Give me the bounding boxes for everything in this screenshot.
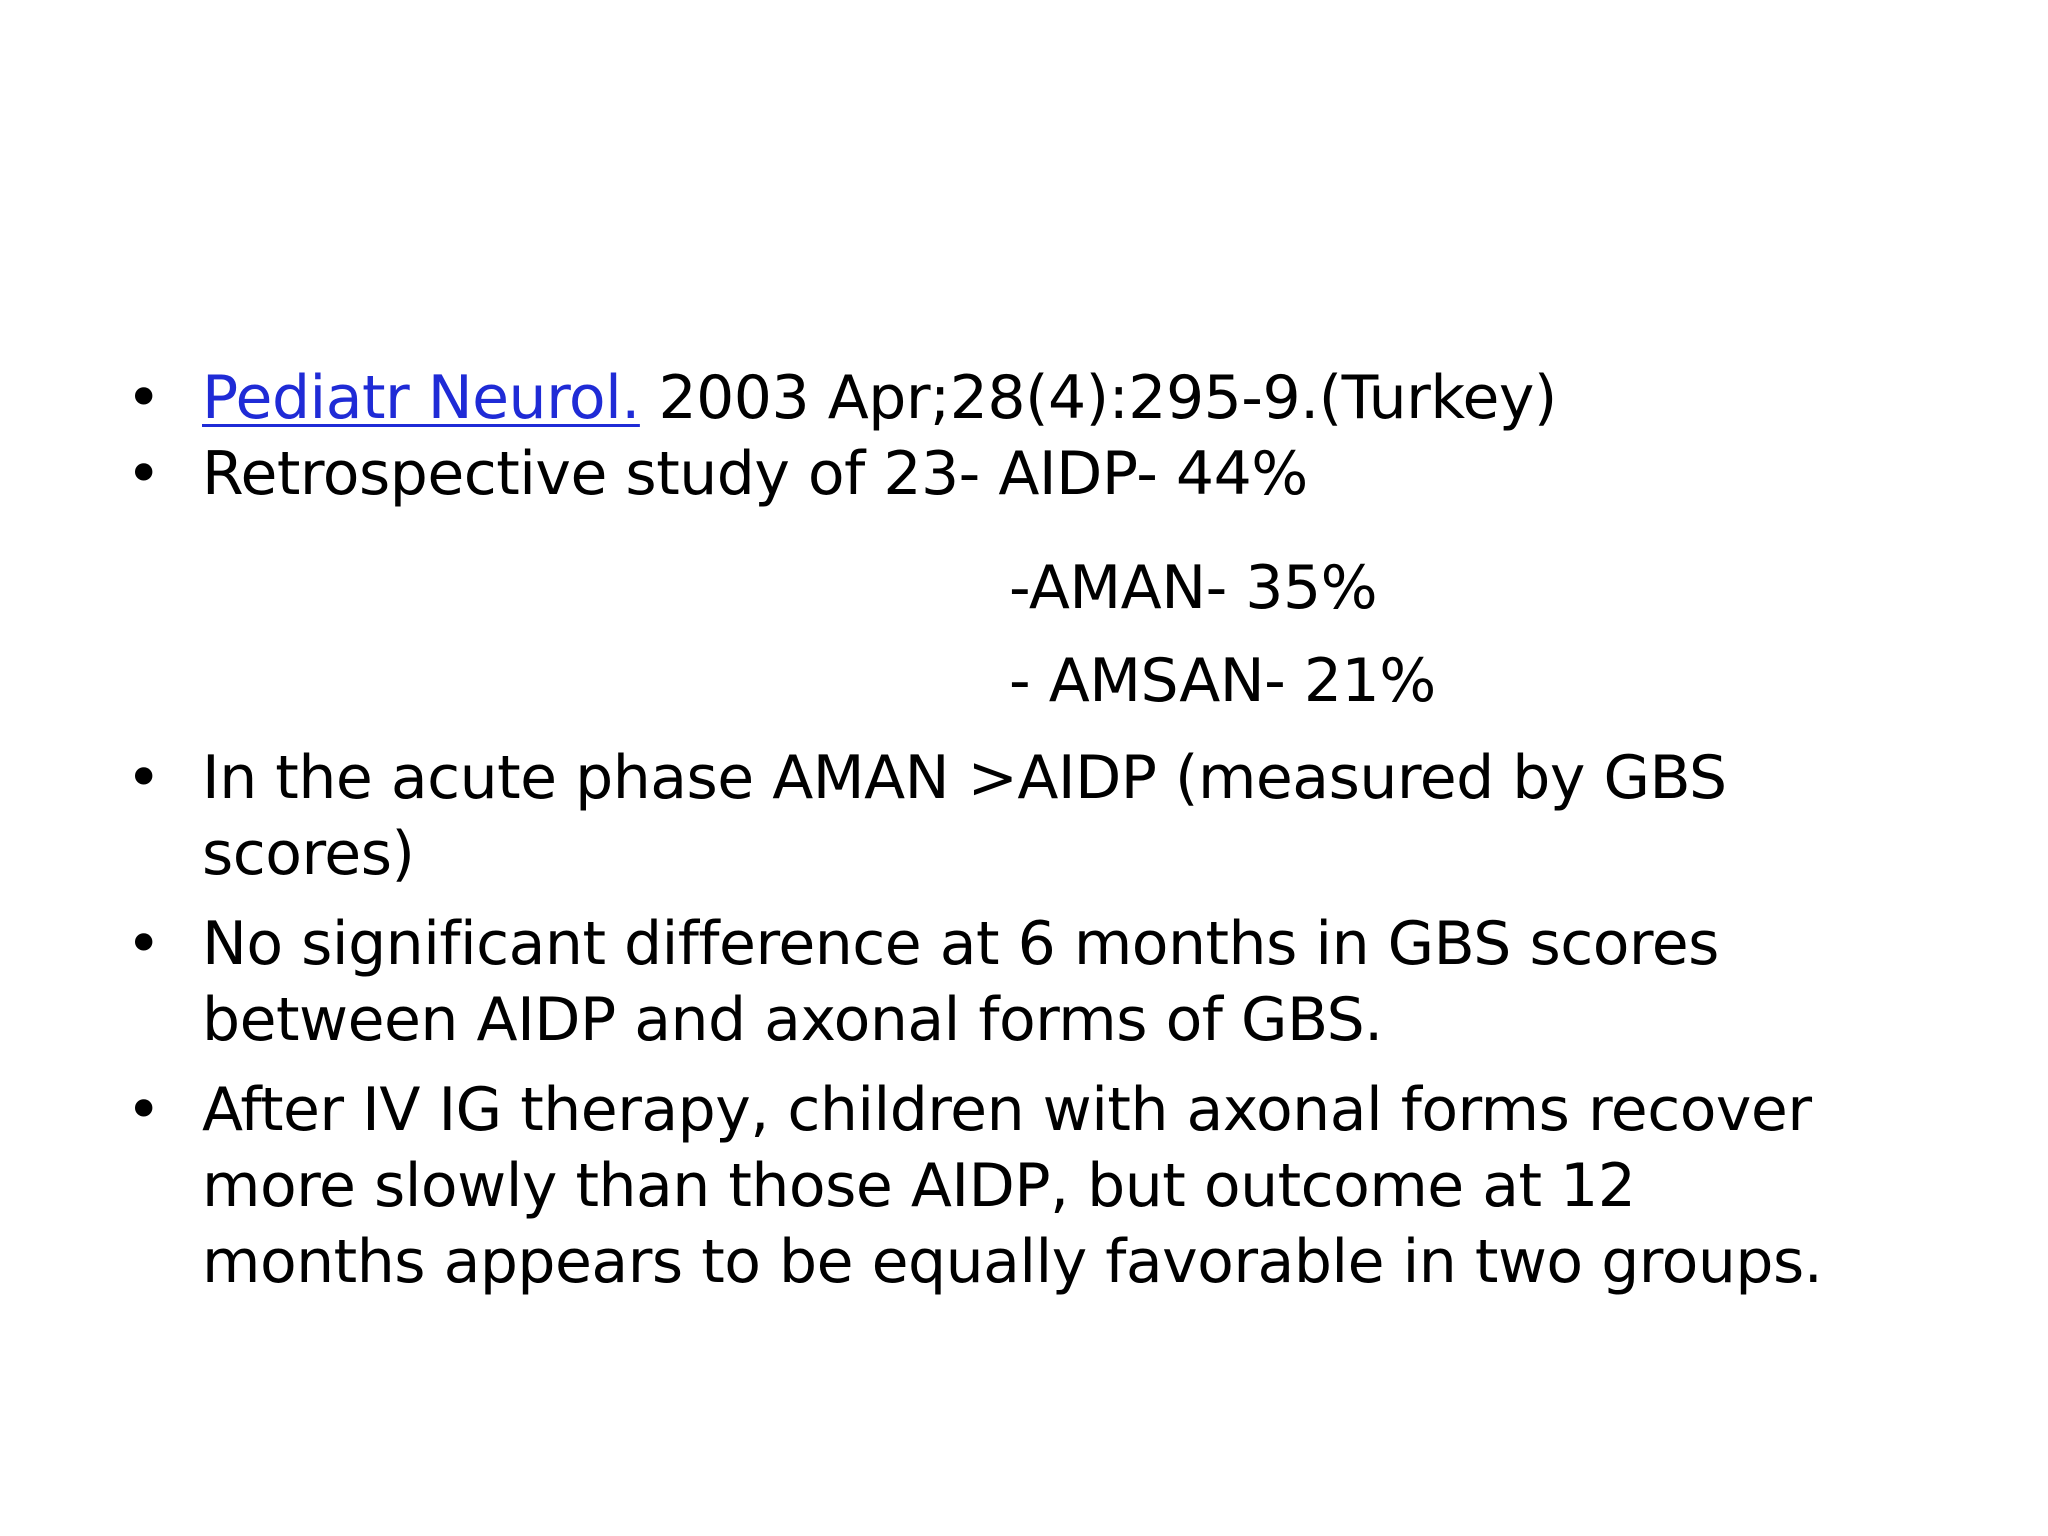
bullet-icon: • <box>126 363 161 433</box>
ivig-line-1: After IV IG therapy, children with axonal forms recover <box>202 1075 1812 1145</box>
ivig-line-3: months appears to be equally favorable in two groups. <box>202 1227 1823 1297</box>
six-months-line-2: between AIDP and axonal forms of GBS. <box>202 985 1383 1055</box>
amsan-line: - AMSAN- 21% <box>1009 646 1436 716</box>
bullet-item-citation <box>120 360 1940 436</box>
bullet-list-continued <box>120 740 1940 1300</box>
acute-phase-line-1: In the acute phase AMAN >AIDP (measured by GBS <box>202 743 1727 813</box>
six-months-line-1: No significant difference at 6 months in GBS scores <box>202 909 1719 979</box>
aman-line: -AMAN- 35% <box>1009 553 1378 623</box>
bullet-list <box>120 360 1940 512</box>
bullet-item-study <box>120 436 1940 512</box>
bullet-item-acute-phase <box>120 740 1940 892</box>
study-sub-lines <box>202 542 2002 728</box>
bullet-icon: • <box>126 1075 161 1145</box>
acute-phase-line-2: scores) <box>202 819 415 889</box>
study-text: Retrospective study of 23- AIDP- 44% <box>202 439 1308 509</box>
citation-text: 2003 Apr;28(4):295-9.(Turkey) <box>639 363 1557 433</box>
bullet-icon: • <box>126 909 161 979</box>
bullet-icon: • <box>126 439 161 509</box>
bullet-icon: • <box>126 743 161 813</box>
bullet-item-ivig <box>120 1072 1940 1300</box>
ivig-line-2: more slowly than those AIDP, but outcome at 12 <box>202 1151 1636 1221</box>
bullet-item-six-months <box>120 906 1940 1058</box>
journal-link[interactable]: Pediatr Neurol. <box>202 363 640 433</box>
citation-line <box>202 360 1940 436</box>
